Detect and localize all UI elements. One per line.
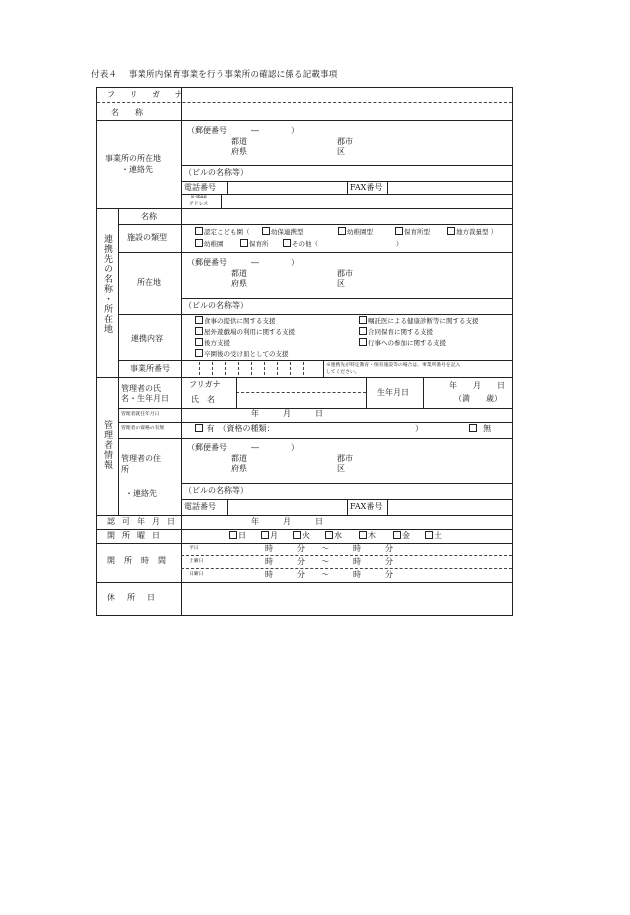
hours-saturday-field[interactable]: 時 分 ～ 時 分 (265, 557, 393, 566)
partner-location-label: 所在地 (137, 278, 161, 287)
manager-phone-label: 電話番号 (184, 502, 216, 511)
support-backup[interactable]: 後方支援 (195, 338, 230, 347)
age-field[interactable]: （満 歳） (454, 394, 502, 403)
partner-postal-field[interactable]: （郵便番号 ― ） (187, 258, 299, 267)
type-other[interactable]: その他（ ） (283, 239, 403, 248)
open-days-label: 開所曜日 (107, 531, 167, 540)
furigana-label: フ リ ガ ナ (107, 90, 189, 99)
location-label: 事業所の所在地 (105, 154, 161, 163)
facility-type-label: 施設の類型 (127, 233, 167, 242)
type-yochien[interactable]: 幼稚園 (195, 239, 224, 248)
manager-shimei-label: 氏 名 (191, 395, 215, 404)
partner-building-field[interactable]: （ビルの名称等） (184, 301, 248, 310)
application-form: フ リ ガ ナ 名 称 事業所の所在地 ・連絡先 （郵便番号 ― ） 都道 府県 郡市 区 （ビルの名称等） 電話番号 FAX番号 E-mail アドレス 連携先の名称・所在地 名称 施設の類型 認定こども園（ 幼保連携型 幼稚園型 保育所型 地方裁量型 ） 幼稚園 保育所 その他（ ） 所在地 （郵便番号 ― ） 都道 府県 郡市 区 （ビルの名称等） 連携内容 食事の提供に関する支援 屋外遊戯場の利用に関する支援 後方支援 卒園後の受け皿としての支援 嘱託医による健康診断等に関する支援 合同保育に関する支援 行事への参加に関する支援 事業所番号 ※連携先が特定教育・保育施設等の場合は、事業所番号を記入 してください。 管理者情報 管理者の氏 名・生年月日 フリガナ 氏 名 生年月日 年 月 日 （満 歳） 管理者就任年月日 年 月 日 管理者の資格の有無 有 （資格の種類： ） 無 管理者の住 所 ・連絡先 （郵便番号 ― ） 都道 府県 郡市 区 （ビルの名称等） 電話番号 FAX番号 認可年月日 年 月 日 開所曜日 日 月 火 水 木 金 土 開所時間 平日 時 分 ～ 時 分 土曜日 時 分 ～ 時 分 日曜日 時 分 ～ 時 分 休所日 (96, 87, 513, 616)
day-sun[interactable]: 日 (229, 531, 246, 541)
type-yochien-gata[interactable]: 幼稚園型 (338, 227, 373, 236)
manager-fax-label: FAX番号 (350, 502, 383, 511)
day-wed[interactable]: 水 (325, 531, 342, 541)
manager-name-birth-label: 管理者の氏 (121, 384, 161, 393)
day-mon[interactable]: 月 (261, 531, 278, 541)
appointed-date-field[interactable]: 年 月 日 (251, 409, 323, 418)
hours-sunday-field[interactable]: 時 分 ～ 時 分 (265, 570, 393, 579)
type-yoho[interactable]: 幼保連携型 (262, 227, 304, 236)
manager-address-label: 管理者の住 (121, 454, 161, 463)
hours-weekday-field[interactable]: 時 分 ～ 時 分 (265, 544, 393, 553)
manager-postal-field[interactable]: （郵便番号 ― ） (187, 443, 299, 452)
support-meals[interactable]: 食事の提供に関する支援 (195, 316, 276, 325)
furigana-separator (97, 102, 512, 103)
support-health-check[interactable]: 嘱託医による健康診断等に関する支援 (359, 316, 479, 325)
support-events[interactable]: 行事への参加に関する支援 (359, 338, 446, 347)
type-chiho[interactable]: 地方裁量型 ） (447, 227, 497, 236)
type-hoikusho[interactable]: 保育所 (240, 239, 269, 248)
day-sat[interactable]: 土 (425, 531, 442, 541)
fax-label: FAX番号 (350, 183, 383, 192)
support-after-graduation[interactable]: 卒園後の受け皿としての支援 (195, 349, 289, 358)
birth-date-label: 生年月日 (377, 388, 409, 397)
closed-days-label: 休所日 (107, 593, 167, 602)
day-fri[interactable]: 金 (393, 531, 410, 541)
postal-code-field[interactable]: （郵便番号 ― ） (187, 126, 299, 135)
hours-saturday-label: 土曜日 (189, 559, 204, 564)
manager-building-field[interactable]: （ビルの名称等） (184, 486, 248, 495)
qualification-label: 管理者の資格の有無 (121, 426, 165, 431)
type-nintei[interactable]: 認定こども園（ (195, 227, 250, 236)
day-tue[interactable]: 火 (293, 531, 310, 541)
form-title: 付表４ 事業所内保育事業を行う事業所の確認に係る記載事項 (91, 70, 338, 80)
support-playground[interactable]: 屋外遊戯場の利用に関する支援 (195, 327, 295, 336)
support-joint-care[interactable]: 合同保育に関する支援 (359, 327, 433, 336)
qualification-no[interactable]: 無 (469, 424, 491, 434)
day-thu[interactable]: 木 (359, 531, 376, 541)
qualification-yes[interactable]: 有 （資格の種類： (195, 424, 275, 434)
contact-label: ・連絡先 (121, 165, 153, 174)
open-hours-label: 開所時間 (107, 556, 175, 565)
partner-name-label: 名称 (141, 212, 157, 221)
label-column-line (181, 88, 182, 615)
email-label: E-mail (191, 195, 207, 200)
office-number-label: 事業所番号 (130, 364, 170, 373)
office-number-note: ※連携先が特定教育・保育施設等の場合は、事業所番号を記入 (326, 363, 461, 368)
manager-section-label: 管理者情報 (102, 420, 112, 470)
partner-section-label: 連携先の名称・所在地 (102, 234, 112, 334)
appointed-date-label: 管理者就任年月日 (121, 412, 160, 417)
birth-date-field[interactable]: 年 月 日 (449, 381, 505, 390)
approval-date-field[interactable]: 年 月 日 (251, 517, 323, 526)
hours-sunday-label: 日曜日 (189, 572, 204, 577)
approval-date-label: 認可年月日 (107, 517, 182, 526)
building-name-field[interactable]: （ビルの名称等） (184, 168, 248, 177)
name-label: 名 称 (111, 108, 143, 117)
cooperation-content-label: 連携内容 (131, 334, 163, 343)
manager-contact-label: ・連絡先 (125, 489, 157, 498)
manager-furigana-label: フリガナ (189, 380, 221, 389)
hours-weekday-label: 平日 (189, 546, 199, 551)
phone-label: 電話番号 (184, 183, 216, 192)
type-hoikusho-gata[interactable]: 保育所型 (395, 227, 430, 236)
